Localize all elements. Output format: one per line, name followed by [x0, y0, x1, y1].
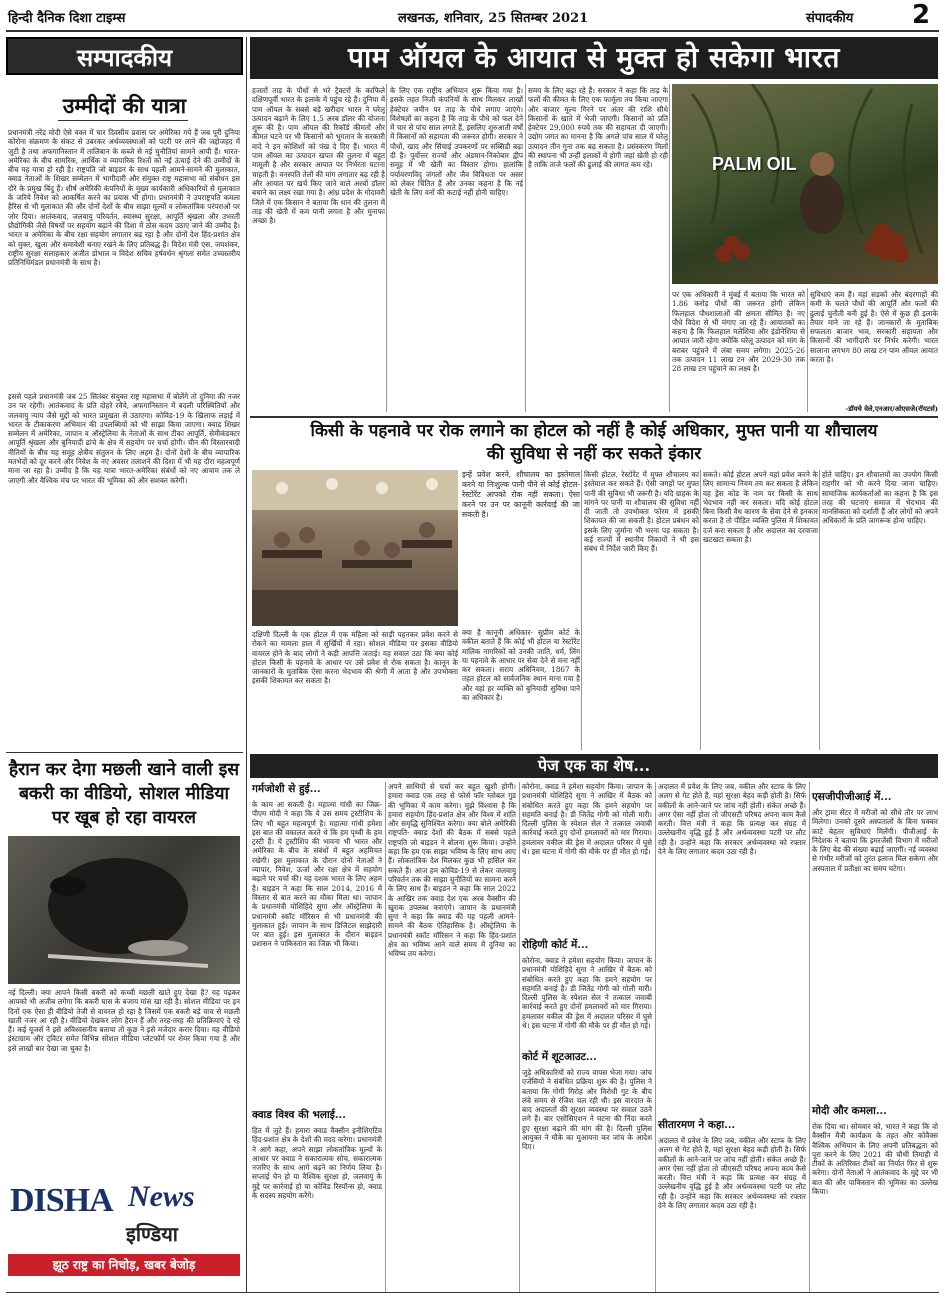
cont-body-8: रोक दिया था। सोमवार को, भारत ने कहा कि वो वैक्सीन मैत्री कार्यक्रम के तहत और कोवैक्स वैश्विक अभियान के लिए अपनी प्रतिबद्धता को पूरा करने के लिए 2021 की चौथी तिमाही में टीकों के अतिरिक्त टीकों का निर्यात फिर से शुरू करेगा। दोनों नेताओं ने आतंकवाद के मुद्दे पर भी बात की और पाकिस्तान की भूमिका का उल्लेख किया।	[812, 1122, 938, 1197]
editorial-title: उम्मीदों की यात्रा	[62, 93, 187, 118]
lead-col2: के लिए एक राष्ट्रीय अभियान शुरू किया गया है। इसके तहत निजी कंपनियों के साथ मिलकर लाखों हेक्टेयर जमीन पर ताड़ के पौधे लगाए जाएंगे। विशेषज्ञों का कहना है कि ताड़ के पौधे को फल देने में चार से पांच साल लगते हैं, इसलिए शुरुआती वर्षों में किसानों को सहायता की जरूरत होगी। सरकार ने पौधों, खाद और सिंचाई उपकरणों पर सब्सिडी बढ़ा दी है। पूर्वोत्तर राज्यों और अंडमान-निकोबार द्वीप समूह में भी खेती का विस्तार होगा। हालांकि पर्यावरणविद् जंगलों और जैव विविधता पर असर को लेकर चिंतित हैं और उनका कहना है कि नई खेती के लिए वनों की कटाई नहीं होनी चाहिए।	[390, 86, 523, 198]
editorial-para1: प्रधानमंत्री नरेंद्र मोदी ऐसे वक्त में चार दिवसीय प्रवास पर अमेरिका गये हैं जब पूरी दुनिया कोरोना संक्रमण के संकट से उबरकर अर्थव्यवस्थाओं को पटरी पर लाने की जद्दोजहद में जुटी है तथा अफगानिस्तान में तालिबान के कब्जे से नई चुनौतियां सामने आयी हैं। भारत-अमेरिका के बीच सामरिक, आर्थिक व व्यापारिक रिश्तों को नई ऊंचाई देने की उम्मीदों के बीच यह यात्रा हो रही है। राष्ट्रपति जो बाइडन के साथ पहली आमने-सामने की मुलाकात, क्वाड नेताओं के शिखर सम्मेलन में भागीदारी और संयुक्त राष्ट्र महासभा को संबोधन इस दौरे के प्रमुख बिंदु हैं। शीर्ष अमेरिकी कंपनियों के मुख्य कार्यकारी अधिकारियों से मुलाकात के जरिये निवेश को आकर्षित करने का प्रयास भी होगा। प्रधानमंत्री ने उपराष्ट्रपति कमला हैरिस से भी मुलाकात की और दोनों देशों के बीच साझा मूल्यों व लोकतांत्रिक परंपराओं पर जोर दिया। आतंकवाद, जलवायु परिवर्तन, स्वास्थ्य सुरक्षा, आपूर्ति श्रृंखला और उभरती प्रौद्योगिकी जैसे विषयों पर सहयोग बढ़ाने की दिशा में ठोस कदम उठाए जाने की उम्मीद है। भारत व अमेरिका के बीच रक्षा सहयोग लगातार बढ़ रहा है और दोनों देश हिंद-प्रशांत क्षेत्र को मुक्त, खुला और समावेशी बनाए रखने के लिए प्रतिबद्ध हैं। विदेश मंत्री एस. जयशंकर, राष्ट्रीय सुरक्षा सलाहकार अजीत डोभाल व विदेश सचिव हर्षवर्धन श्रृंगला समेत उच्चस्तरीय प्रतिनिधिमंडल प्रधानमंत्री के साथ है।	[8, 128, 240, 268]
palm-oil-photo	[672, 84, 938, 284]
continued-col4	[658, 782, 806, 1292]
continued-col5	[812, 782, 938, 1292]
cont-title-4: रोहिणी कोर्ट में...	[522, 939, 589, 951]
continued-band: पेज एक का शेष...	[250, 754, 938, 778]
goat-photo	[8, 836, 240, 984]
cont-title-8: मोदी और कमला...	[812, 1105, 887, 1117]
lead-col4: पर एक अधिकारी ने मुंबई में बताया कि भारत को 1.86 करोड़ पौधों की जरूरत होगी लेकिन फिलहाल पौधशालाओं की क्षमता सीमित है। नए पौधे विदेश से भी मंगाए जा रहे हैं। आयातकों का कहना है कि फिलहाल मलेशिया और इंडोनेशिया से आयात जारी रहेगा क्योंकि घरेलू उत्पादन को मांग के बराबर पहुंचने में लंबा समय लगेगा। 2025-26 तक उत्पादन 11 लाख टन और 2029-30 तक 28 लाख टन पहुंचाने का लक्ष्य है।	[672, 290, 805, 374]
continued-col2	[388, 782, 516, 1292]
palm-oil-label: PALM OIL	[712, 154, 797, 174]
dateline: लखनऊ, शनिवार, 25 सितम्बर 2021	[398, 11, 589, 26]
editorial-band: सम्पादकीय	[6, 37, 243, 75]
editorial-para2: इससे पहले प्रधानमंत्री जब 25 सितंबर संयुक्त राष्ट्र महासभा में बोलेंगे तो दुनिया की नजर उन पर रहेगी। आतंकवाद के प्रति दोहरे रवैये, अफगानिस्तान में बदली परिस्थितियों और जलवायु न्याय जैसे मुद्दों को भारत प्रमुखता से उठाएगा। कोविड-19 के खिलाफ लड़ाई में भारत के टीकाकरण अभियान की उपलब्धियों को भी साझा किया जाएगा। क्वाड शिखर सम्मेलन में अमेरिका, जापान व ऑस्ट्रेलिया के नेताओं के साथ टीका आपूर्ति, सेमीकंडक्टर आपूर्ति श्रृंखला और बुनियादी ढांचे के क्षेत्र में सहयोग पर चर्चा होगी। चीन की विस्तारवादी नीतियों के बीच यह समूह क्षेत्रीय संतुलन के लिए अहम है। दोनों देशों के बीच व्यापारिक मतभेदों को दूर करने और निवेश के नए अवसर तलाशने की दिशा में भी यह दौरा महत्वपूर्ण माना जा रहा है। उम्मीद है कि यह यात्रा भारत-अमेरिका संबंधों को नए आयाम तक ले जाएगी और वैश्विक मंच पर भारत की भूमिका को और सशक्त करेगी।	[8, 392, 240, 485]
continued-col1	[252, 782, 382, 1292]
cont-body-7: और ट्रामा सेंटर में मरीजों को सीधे तौर पर लाभ मिलेगा। उनको दूसरे अस्पतालों के बिना चक्कर काटे बेहतर सुविधाएं मिलेंगी। पीजीआई के निदेशक ने बताया कि इमरजेंसी विभाग में मरीजों के लिए बेड की संख्या बढ़ाई जाएगी। नई व्यवस्था से गंभीर मरीजों को तुरंत इलाज मिल सकेगा और अस्पताल में प्रतीक्षा का समय घटेगा।	[812, 808, 938, 873]
lead-credit: -डॉयचे वेले,एनआर/ओएसजे(रॉयटर्स)	[845, 405, 938, 413]
section-name: संपादकीय	[806, 11, 854, 26]
hotel-intro: इन्हें प्रवेश करने, शौचालय का इस्तेमाल करने या निःशुल्क पानी पीने से कोई होटल-रेस्टोरेंट आपको रोक नहीं सकता। ऐसा करने पर उन पर कानूनी कार्रवाई की जा सकती है।	[462, 470, 580, 519]
goat-headline: हैरान कर देगा मछली खाने वाली इस बकरी का वीडियो, सोशल मीडिया पर खूब हो रहा वायरल	[8, 760, 240, 828]
cont-title-1: गर्मजोशी से हुई...	[252, 783, 321, 795]
paper-name: हिन्दी दैनिक दिशा टाइम्स	[8, 11, 126, 26]
cont-title-2: क्वाड विश्व की भलाई...	[252, 1109, 346, 1121]
cont-body-4a: कोरोना, क्वाड ने हमेशा सहयोग किया। जापान के प्रधानमंत्री योशिहिदे सुगा ने आखिर में बैठक को संबोधित करते हुए कहा कि हमने सहयोग पर सहमति बनाई है। डी जितेंद्र गोगी को गोली मारी। दिल्ली पुलिस के स्पेशल सेल ने तत्काल जवाबी कार्रवाई करते हुए दोनों हमलावरों को मार गिराया। हमलावर वकील की ड्रेस में अदालत परिसर में घुसे थे। इस घटना में गोगी की मौके पर ही मौत हो गई।	[522, 782, 652, 857]
lead-col3: समय के लिए बढ़ा रहे हैं। सरकार ने कहा कि ताड़ के फलों की कीमत के लिए एक फार्मूला तय किया जाएगा और बाजार मूल्य गिरने पर अंतर की राशि सीधे किसानों के खाते में भेजी जाएगी। किसानों को प्रति हेक्टेयर 29,000 रुपये तक की सहायता दी जाएगी। उद्योग जगत का मानना है कि अगले पांच साल में घरेलू उत्पादन तीन गुना तक बढ़ सकता है। प्रसंस्करण मिलों की स्थापना भी उन्हीं इलाकों में होगी जहां खेती हो रही है ताकि ताजे फलों की ढुलाई की लागत कम रहे।	[528, 86, 668, 170]
logo-word-disha: DISHA	[10, 1182, 113, 1219]
logo-tagline: झूठ राष्ट्र का निचोड़, खबर बेजोड़	[8, 1254, 240, 1276]
goat-photo-art	[8, 836, 240, 984]
cont-body-1: के काम आ सकती है। महात्मा गांधी का जिक्र- पीएम मोदी ने कहा कि ये उस समय ट्रस्टीशिप के लिए भी बहुत महत्वपूर्ण है। महात्मा गांधी हमेशा इस बात की वकालत करते थे कि हम पृथ्वी के हम ट्रस्टी हैं। ये ट्रस्टीशिप की भावना भी भारत और अमेरिका के बीच के संबंधों में बहुत अहमियत रखेगी। इस मुलाकात के दौरान दोनों नेताओं ने व्यापार, निवेश, ऊर्जा और रक्षा क्षेत्र में सहयोग बढ़ाने पर चर्चा की। यह दशक भारत के लिए अहम है। बाइडन ने कहा कि साल 2014, 2016 में विस्तार से बात करने का मौका मिला था। जापान के प्रधानमंत्री योशिहिदे सुगा और ऑस्ट्रेलिया के प्रधानमंत्री स्कॉट मॉरिसन से भी प्रधानमंत्री की मुलाकात हुई। जापान के साथ डिजिटल साझेदारी पर बात हुई। इस मुलाकात के दौरान बाइडन प्रशासन ने पाकिस्तान का जिक्र भी किया।	[252, 800, 382, 949]
hotel-headline-1: किसी के पहनावे पर रोक लगाने का होटल को नहीं है कोई अधिकार, मुफ्त पानी या शौचालय	[310, 421, 878, 441]
cont-title-7: एसजीपीजीआई में...	[812, 791, 892, 803]
masthead	[0, 0, 945, 32]
cont-body-2: हित में जुटे हैं। हमारा क्वाड वैक्सीन इनीशिएटिव हिंद-प्रशांत क्षेत्र के देशों की मदद करेगा। प्रधानमंत्री ने आगे कहा, अपने साझा लोकतांत्रिक मूल्यों के आधार पर क्वाड ने सकारात्मक सोच, सकारात्मक नजरिए के साथ आगे बढ़ने का निर्णय लिया है। सप्लाई चेन हो या वैश्विक सुरक्षा हो, जलवायु के मुद्दे पर कार्रवाई हो या कोविड रिस्पॉन्स हो, क्वाड के सदस्य सहयोग करेंगे।	[252, 1126, 382, 1201]
palm-photo-art	[672, 84, 938, 284]
hotel-photo	[252, 470, 458, 626]
masthead-rule	[6, 30, 939, 32]
logo-word-news: News	[128, 1180, 195, 1213]
cont-body-6b: अदालत में प्रवेश के लिए जब, वकील और स्टाफ के लिए अलग से गेट होते हैं, यहां सुरक्षा बेहद कड़ी होती है। सिर्फ वकीलों के आने-जाने पर जांच नहीं होती। संकेत अच्छे हैं। अगर ऐसा नहीं होता तो जीएसटी परिषद अपना काम कैसे करती। वित्त मंत्री ने कहा कि प्रत्यक्ष कर संग्रह में उल्लेखनीय वृद्धि हुई है और अर्थव्यवस्था पटरी पर लौट रही है। उन्होंने कहा कि सरकार अर्थव्यवस्था को रफ्तार देने के लिए लगातार कदम उठा रही है।	[658, 1136, 806, 1211]
goat-body: नई दिल्ली। क्या आपने किसी बकरी को कच्ची मछली खाते हुए देखा है? यह पढ़कर आपको भी अजीब लगेगा कि बकरी घास के बजाय मांस खा रही है। सोशल मीडिया पर इन दिनों एक ऐसा ही वीडियो तेजी से वायरल हो रहा है जिसमें एक बकरी बड़े चाव से मछली खाती नजर आ रही है। वीडियो देखकर लोग हैरान हैं और तरह-तरह की प्रतिक्रियाएं दे रहे हैं। कई यूजर्स ने इसे अविश्वसनीय बताया तो कुछ ने इसे मजेदार करार दिया। यह वीडियो इंस्टाग्राम और ट्विटर समेत विभिन्न सोशल मीडिया प्लेटफॉर्म पर शेयर किया गया है और इसे लाखों बार देखा जा चुका है।	[8, 988, 240, 1053]
continued-col3	[522, 782, 652, 1292]
hotel-col3: किसी होटल, रेस्टोरेंट में मुफ्त शौचालय का इस्तेमाल कर सकते हैं। ऐसी जगहों पर मुफ्त पानी की सुविधा भी जरूरी है। यदि ग्राहक के मांगने पर पानी या शौचालय की सुविधा नहीं दी जाती तो उपभोक्ता फोरम में इसकी शिकायत की जा सकती है। होटल प्रबंधन को इसके लिए जुर्माना भी भरना पड़ सकता है। कई राज्यों में स्थानीय निकायों ने भी इस संबंध में निर्देश जारी किए हैं।	[584, 470, 699, 554]
logo-word-india: इण्डिया	[126, 1222, 178, 1246]
disha-news-logo	[8, 1150, 240, 1290]
lead-col5: सुविधाएं कम हैं। वहां सड़कों और बंदरगाहों की कमी के चलते पौधों की आपूर्ति और फलों की ढुलाई चुनौती बनी हुई है। ऐसे में कुछ ही इलाके तैयार माने जा रहे हैं। जानकारों के मुताबिक सफलता बाजार भाव, सरकारी सहायता और किसानों की भागीदारी पर निर्भर करेगी। भारत सालाना लगभग 80 लाख टन पाम ऑयल आयात करता है।	[810, 290, 938, 365]
cont-body-4b: कोरोना, क्वाड ने हमेशा सहयोग किया। जापान के प्रधानमंत्री योशिहिदे सुगा ने आखिर में बैठक को संबोधित करते हुए कहा कि हमने सहयोग पर सहमति बनाई है। डी जितेंद्र गोगी को गोली मारी। दिल्ली पुलिस के स्पेशल सेल ने तत्काल जवाबी कार्रवाई करते हुए दोनों हमलावरों को मार गिराया। हमलावर वकील की ड्रेस में अदालत परिसर में घुसे थे। इस घटना में गोगी की मौके पर ही मौत हो गई।	[522, 956, 652, 1031]
cont-body-6a: अदालत में प्रवेश के लिए जब, वकील और स्टाफ के लिए अलग से गेट होते हैं, यहां सुरक्षा बेहद कड़ी होती है। सिर्फ वकीलों के आने-जाने पर जांच नहीं होती। संकेत अच्छे हैं। अगर ऐसा नहीं होता तो जीएसटी परिषद अपना काम कैसे करती। वित्त मंत्री ने कहा कि प्रत्यक्ष कर संग्रह में उल्लेखनीय वृद्धि हुई है और अर्थव्यवस्था पटरी पर लौट रही है। उन्होंने कहा कि सरकार अर्थव्यवस्था को रफ्तार देने के लिए लगातार कदम उठा रही है।	[658, 782, 806, 857]
hotel-col5: होते चाहिए। इन शौचालयों का उपयोग किसी राहगीर को भी करने दिया जाना चाहिए। सामाजिक कार्यकर्ताओं का कहना है कि इस तरह की घटनाएं समाज में भेदभाव की मानसिकता को दर्शाती हैं और लोगों को अपने अधिकारों के प्रति जागरूक होना चाहिए।	[822, 470, 938, 526]
hotel-col2: क्या है कानूनी अधिकार- सुप्रीम कोर्ट के वकील बताते हैं कि कोई भी होटल या रेस्टोरेंट मालिक नागरिकों को उनकी जाति, धर्म, लिंग या पहनावे के आधार पर सेवा देने से मना नहीं कर सकता। सराय अधिनियम, 1867 के तहत होटल को सार्वजनिक स्थान माना गया है और वहां हर व्यक्ति को बुनियादी सुविधा पाने का अधिकार है।	[462, 628, 580, 703]
lead-col1: हजारों ताड़ के पौधों से भरे ट्रैक्टरों के काफिले दक्षिणपूर्वी भारत के इलाके में पहुंच रहे हैं। दुनिया में पाम ऑयल के सबसे बड़े खरीदार भारत ने घरेलू उत्पादन बढ़ाने के लिए 1.5 अरब डॉलर की योजना शुरू की है। पाम ऑयल की रिकॉर्ड कीमतों और कीमत घटने पर भी किसानों को भुगतान के सरकारी वादे ने इन कोशिशों को पंख दे दिए हैं। भारत में पाम ऑयल का उत्पादन खपत की तुलना में बहुत मामूली है और सरकार आयात पर निर्भरता घटाना चाहती है। वनस्पति तेलों की मांग लगातार बढ़ रही है और आयात पर खर्च किए जाने वाले अरबों डॉलर बचाने का लक्ष्य रखा गया है। आंध्र प्रदेश के गोदावरी जिले में एक किसान ने बताया कि धान की तुलना में ताड़ की खेती में कम पानी लगता है और मुनाफा अच्छा है।	[252, 86, 385, 226]
cont-title-6: सीतारमण ने कहा...	[658, 1119, 736, 1131]
cont-body-3: अपने साथियों से चर्चा कर बहुत खुशी होगी। हमारा क्वाड एक तरह से फोर्स फॉर ग्लोबल गुड की भूमिका में काम करेगा। मुझे विश्वास है कि हमारा सहयोग हिंद-प्रशांत क्षेत्र और विश्व में शांति और समृद्धि सुनिश्चित करेगा। क्या बोले अमेरिकी राष्ट्रपति- क्वाड देशों की बैठक में सबसे पहले राष्ट्रपति जो बाइडन ने बोलना शुरू किया। उन्होंने कहा कि हम एक साझा भविष्य के लिए साथ आए हैं। लोकतांत्रिक देश मिलकर कुछ भी हासिल कर सकते हैं। आज हम कोविड-19 से लेकर जलवायु परिवर्तन तक की साझा चुनौतियों का सामना करने के लिए साथ हैं। बाइडन ने कहा कि साल 2022 के आखिर तक क्वाड देश एक अरब वैक्सीन की खुराक उपलब्ध कराएंगे। जापान के प्रधानमंत्री सुगा ने कहा कि क्वाड की यह पहली आमने-सामने की बैठक ऐतिहासिक है। ऑस्ट्रेलिया के प्रधानमंत्री स्कॉट मॉरिसन ने कहा कि हिंद-प्रशांत क्षेत्र का भविष्य आने वाले समय में दुनिया का भविष्य तय करेगा।	[388, 782, 516, 959]
hotel-col4: सकते। कोई होटल अपने यहां प्रवेश करने के लिए सामान्य नियम तय कर सकता है लेकिन वह ड्रेस कोड के नाम पर किसी के साथ भेदभाव नहीं कर सकता। यदि कोई होटल बिना किसी वैध कारण के सेवा देने से इनकार करता है तो पीड़ित व्यक्ति पुलिस में शिकायत दर्ज करा सकता है और अदालत का दरवाजा खटखटा सकता है।	[703, 470, 818, 545]
hotel-photo-art	[252, 470, 458, 626]
lead-headline: पाम ऑयल के आयात से मुक्त हो सकेगा भारत	[250, 37, 938, 79]
page-number: 2	[911, 0, 931, 30]
cont-title-5: कोर्ट में शूटआउट...	[522, 1051, 597, 1063]
hotel-headline-2: की सुविधा से नहीं कर सकते इंकार	[486, 444, 702, 464]
hotel-col1: दक्षिणी दिल्ली के एक होटल में एक महिला को साड़ी पहनकर प्रवेश करने से रोकने का मामला हाल में सुर्खियों में रहा। सोशल मीडिया पर इसका वीडियो वायरल होने के बाद लोगों ने कड़ी आपत्ति जताई। यह सवाल उठा कि क्या कोई होटल किसी के पहनावे के आधार पर उसे प्रवेश से रोक सकता है। कानून के जानकारों के मुताबिक ऐसा करना भेदभाव की श्रेणी में आता है और उपभोक्ता इसकी शिकायत कर सकता है।	[252, 630, 458, 686]
cont-body-5: जुड़े अधिकारियों को राज्य वापस भेजा गया। जांच एजेंसियों ने संबंधित प्रक्रिया शुरू की है। पुलिस ने बताया कि गोगी गिरोह और विरोधी गुट के बीच लंबे समय से रंजिश चल रही थी। इस वारदात के बाद अदालतों की सुरक्षा व्यवस्था पर सवाल उठने लगे हैं। बार एसोसिएशन ने घटना की निंदा करते हुए सुरक्षा बढ़ाने की मांग की है। दिल्ली पुलिस आयुक्त ने मौके का मुआयना कर जांच के आदेश दिए।	[522, 1068, 652, 1152]
